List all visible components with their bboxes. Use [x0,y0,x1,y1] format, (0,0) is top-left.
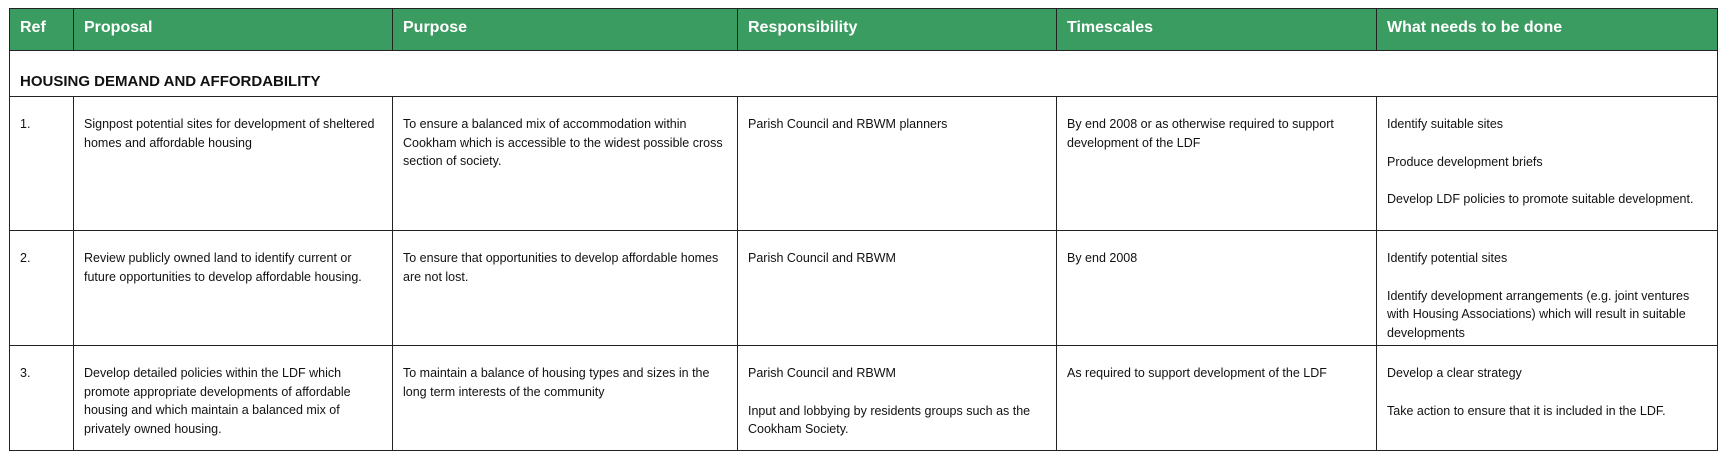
action-item: Develop a clear strategy [1387,366,1522,380]
header-responsibility: Responsibility [738,9,1057,51]
action-item: Identify potential sites [1387,251,1508,265]
purpose-cell: To ensure that opportunities to develop affordable homes are not lost. [393,231,738,346]
timescales-cell: As required to support development of the LDF [1057,346,1377,451]
table-row [10,346,1718,451]
section-title: HOUSING DEMAND AND AFFORDABILITY [10,51,1718,97]
purpose-cell: To ensure a balanced mix of accommodation within Cookham which is accessible to the widest possible cross section of society. [393,97,738,231]
responsibility-text: Parish Council and RBWM [748,366,896,380]
proposal-cell: Signpost potential sites for development of sheltered homes and affordable housing [74,97,393,231]
responsibility-cell [738,97,1057,231]
actions-cell [1377,346,1718,451]
timescales-cell: By end 2008 or as otherwise required to support development of the LDF [1057,97,1377,231]
responsibility-text: Parish Council and RBWM [748,251,896,265]
action-item: Develop LDF policies to promote suitable development. [1387,192,1694,206]
responsibility-cell [738,231,1057,346]
action-item: Produce development briefs [1387,154,1543,169]
action-item: Identify development arrangements (e.g. joint ventures with Housing Associations) which will result in suitable developments [1387,288,1690,340]
ref-cell: 2. [10,231,74,346]
header-ref: Ref [10,9,74,51]
proposal-cell: Review publicly owned land to identify current or future opportunities to develop affordable housing. [74,231,393,346]
section-row [10,51,1718,97]
timescales-cell: By end 2008 [1057,231,1377,346]
table-row [10,231,1718,346]
purpose-cell: To maintain a balance of housing types and sizes in the long term interests of the community [393,346,738,451]
ref-cell: 1. [10,97,74,231]
header-what-needs-to-be-done: What needs to be done [1377,9,1718,51]
action-item: Identify suitable sites [1387,117,1504,131]
actions-cell [1377,97,1718,231]
header-purpose: Purpose [393,9,738,51]
responsibility-text: Parish Council and RBWM planners [748,117,948,131]
header-row [10,9,1718,51]
header-timescales: Timescales [1057,9,1377,51]
responsibility-cell [738,346,1057,451]
ref-cell: 3. [10,346,74,451]
responsibility-text: Input and lobbying by residents groups such as the Cookham Society. [748,403,1031,436]
action-plan-table [9,8,1718,451]
header-proposal: Proposal [74,9,393,51]
table-row [10,97,1718,231]
proposal-cell: Develop detailed policies within the LDF which promote appropriate developments of affordable housing and which maintain a balanced mix of privately owned housing. [74,346,393,451]
action-item: Take action to ensure that it is included in the LDF. [1387,403,1666,418]
actions-cell [1377,231,1718,346]
